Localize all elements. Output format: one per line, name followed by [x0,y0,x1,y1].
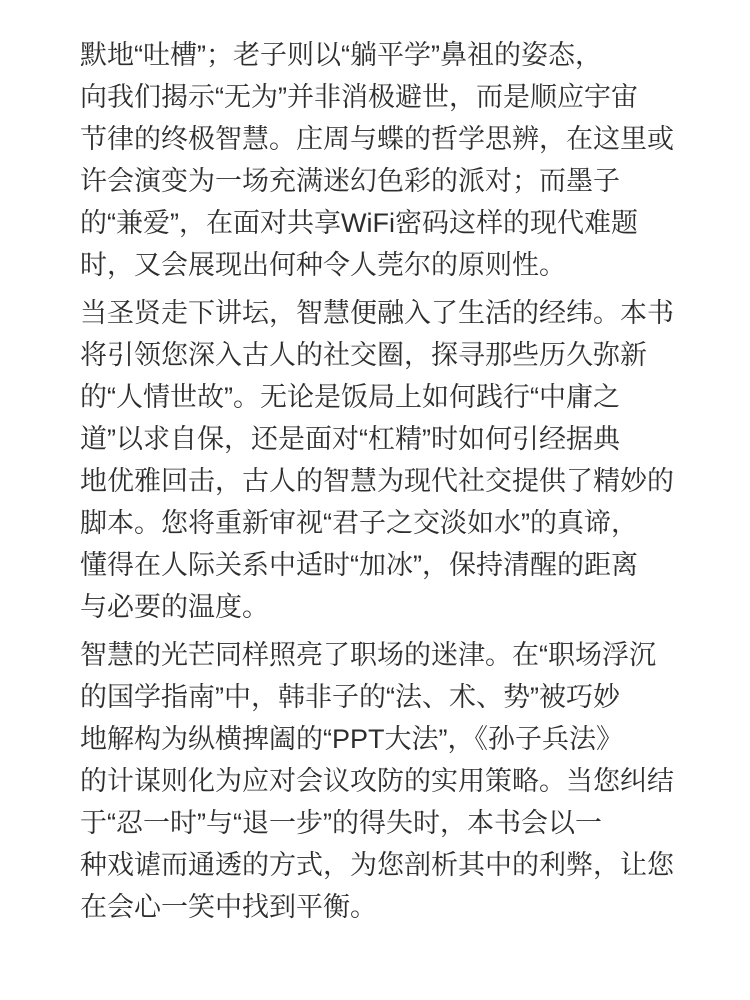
text-line: 道”以求自保，还是面对“杠精”时如何引经据典 [80,424,620,454]
text-line: 脚本。您将重新审视“君子之交淡如水”的真谛， [80,508,638,538]
text-line: 的“人情世故”。无论是饭局上如何践行“中庸之 [80,382,620,412]
text-line: 默地“吐槽”；老子则以“躺平学”鼻祖的姿态， [80,40,602,70]
paragraph-3 [80,634,692,928]
text-line: 地优雅回击，古人的智慧为现代社交提供了精妙的 [80,466,674,496]
text-line: 的国学指南”中，韩非子的“法、术、势”被巧妙 [80,682,620,712]
text-line: 种戏谑而通透的方式，为您剖析其中的利弊，让您 [80,850,674,880]
text-line: 许会演变为一场充满迷幻色彩的派对；而墨子 [80,166,620,196]
text-line: 懂得在人际关系中适时“加冰”，保持清醒的距离 [80,550,638,580]
text-line: 在会心一笑中找到平衡。 [80,892,377,922]
text-line: 时，又会展现出何种令人莞尔的原则性。 [80,250,566,280]
text-line: 地解构为纵横捭阖的“PPT大法”，《孙子兵法》 [80,724,623,754]
text-line: 节律的终极智慧。庄周与蝶的哲学思辨，在这里或 [80,124,674,154]
text-line: 的“兼爱”，在面对共享WiFi密码这样的现代难题 [80,208,638,238]
text-line: 的计谋则化为应对会议攻防的实用策略。当您纠结 [80,766,674,796]
text-line: 向我们揭示“无为”并非消极避世，而是顺应宇宙 [80,82,638,112]
paragraph-2 [80,292,692,628]
text-line: 将引领您深入古人的社交圈，探寻那些历久弥新 [80,340,647,370]
text-line: 智慧的光芒同样照亮了职场的迷津。在“职场浮沉 [80,640,656,670]
text-line: 当圣贤走下讲坛，智慧便融入了生活的经纬。本书 [80,298,674,328]
paragraph-1 [80,34,692,286]
text-line: 于“忍一时”与“退一步”的得失时，本书会以一 [80,808,602,838]
text-line: 与必要的温度。 [80,592,269,622]
